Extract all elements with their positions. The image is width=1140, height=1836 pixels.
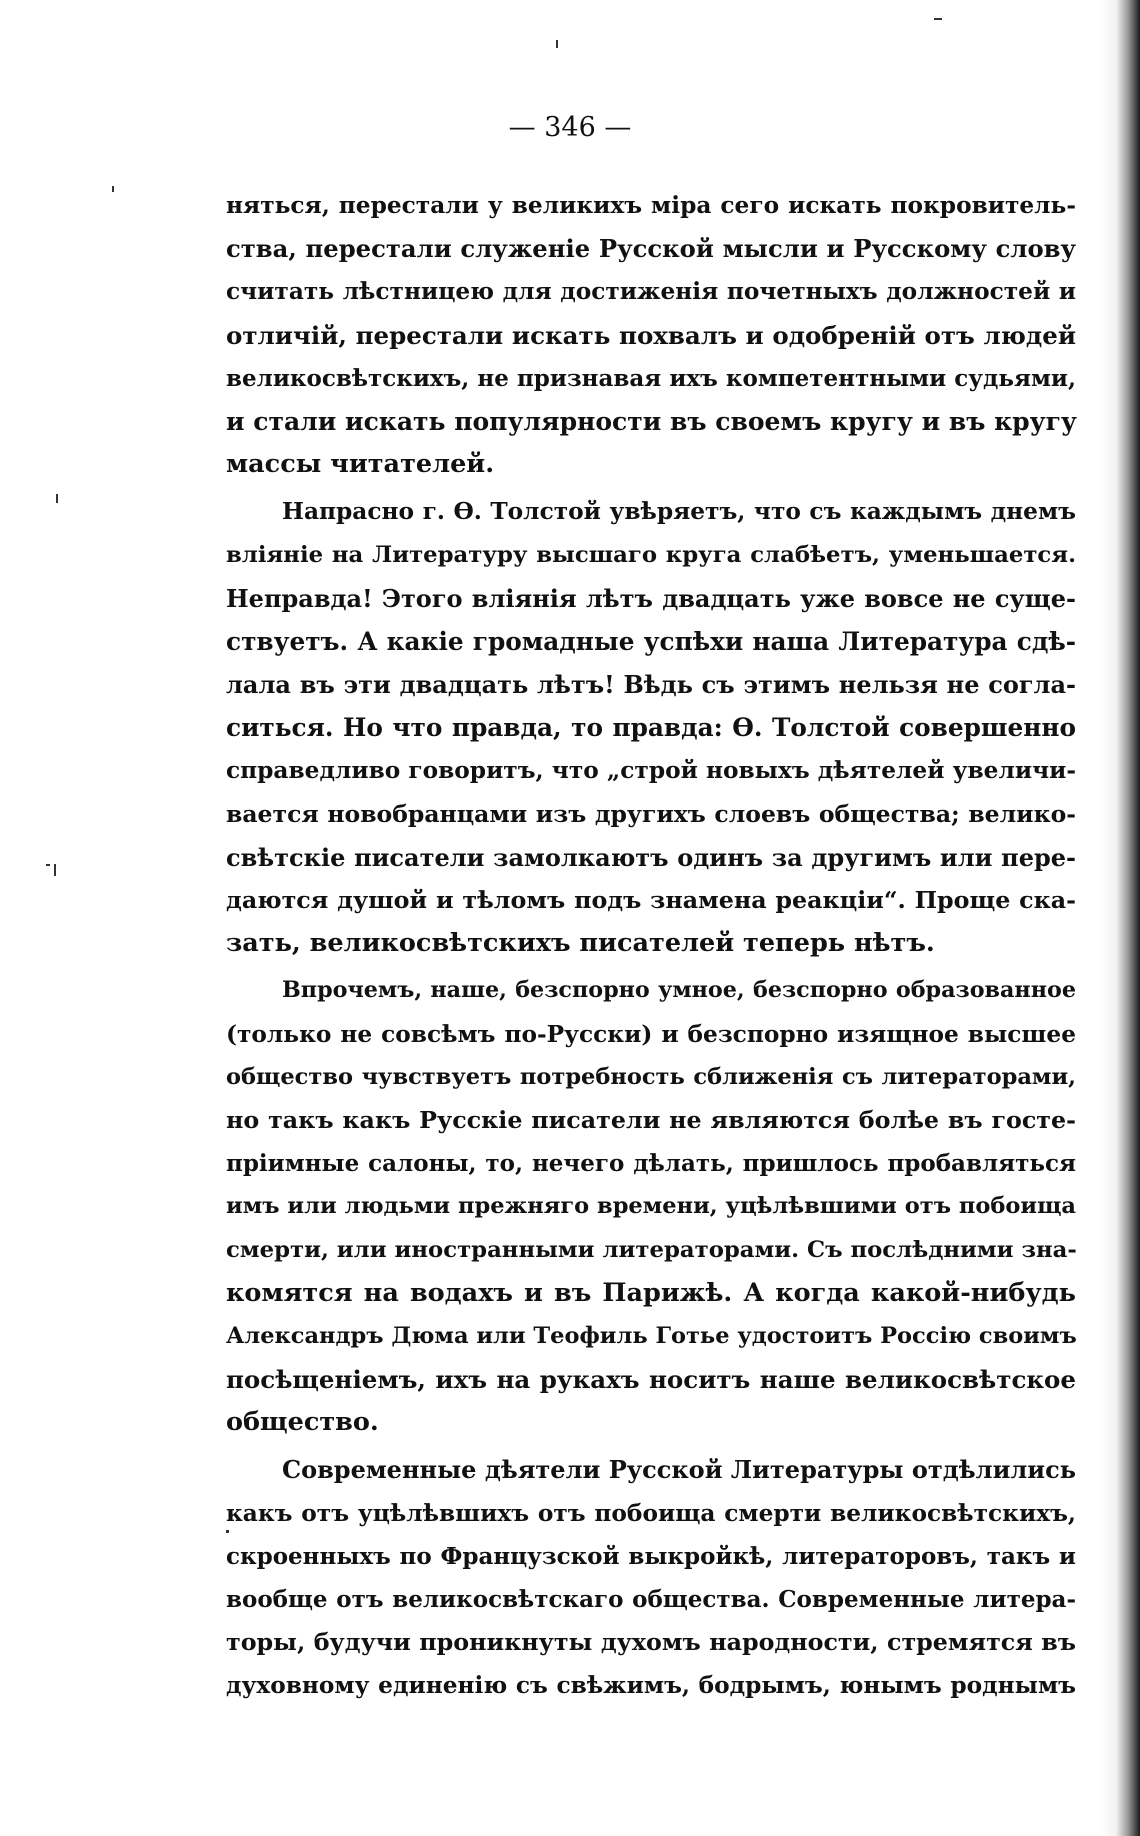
text-line: комятся на водахъ и въ Парижѣ. А когда какой-нибудь xyxy=(226,1277,1076,1308)
text-line: имъ или людьми прежняго времени, уцѣлѣвшими отъ побоища xyxy=(226,1193,1076,1220)
text-line: свѣтскіе писатели замолкаютъ одинъ за другимъ или пере- xyxy=(226,842,1076,872)
scan-speck xyxy=(56,494,58,503)
text-line: вается новобранцами изъ другихъ слоевъ общества; велико- xyxy=(226,799,1076,828)
paragraph-1 xyxy=(226,184,1076,486)
text-line: даются душой и тѣломъ подъ знамена реакціи“. Проще ска- xyxy=(226,886,1076,914)
paragraph-3 xyxy=(226,969,1076,1444)
text-line: и стали искать популярности въ своемъ кругу и въ кругу xyxy=(226,406,1077,436)
page-number: — 346 — xyxy=(508,112,632,143)
scan-speck xyxy=(112,186,114,192)
text-line: какъ отъ уцѣлѣвшихъ отъ побоища смерти великосвѣтскихъ, xyxy=(226,1499,1076,1527)
scan-speck xyxy=(226,1530,229,1533)
text-line: ситься. Но что правда, то правда: Ѳ. Толстой совершенно xyxy=(226,713,1076,743)
scan-speck xyxy=(934,18,942,20)
body-text xyxy=(226,184,1076,1712)
text-line: ствуетъ. А какіе громадные успѣхи наша Литература сдѣ- xyxy=(226,626,1076,656)
text-line: великосвѣтскихъ, не признавая ихъ компетентными судьями, xyxy=(226,364,1076,392)
text-line: Современные дѣятели Русской Литературы отдѣлились xyxy=(282,1455,1076,1485)
text-line: лала въ эти двадцать лѣтъ! Вѣдь съ этимъ нельзя не согла- xyxy=(226,670,1076,700)
text-line: но такъ какъ Русскіе писатели не являются болѣе въ госте- xyxy=(226,1105,1076,1134)
text-line: (только не совсѣмъ по-Русски) и безспорно изящное высшее xyxy=(226,1020,1076,1048)
text-line: общество чувствуетъ потребность сближенія съ литераторами, xyxy=(226,1063,1076,1090)
text-line: посѣщеніемъ, ихъ на рукахъ носитъ наше великосвѣтское xyxy=(226,1365,1076,1395)
text-line: отличій, перестали искать похвалъ и одобреній отъ людей xyxy=(226,320,1076,350)
scan-speck xyxy=(46,864,50,866)
text-line: Неправда! Этого вліянія лѣтъ двадцать уже вовсе не суще- xyxy=(226,583,1076,613)
text-line: Напрасно г. Ѳ. Толстой увѣряетъ, что съ каждымъ днемъ xyxy=(282,498,1076,526)
text-line: пріимные салоны, то, нечего дѣлать, пришлось пробавляться xyxy=(226,1150,1076,1178)
text-line: духовному единенію съ свѣжимъ, бодрымъ, юнымъ роднымъ xyxy=(226,1672,1076,1700)
scan-speck xyxy=(54,864,56,876)
text-line: няться, перестали у великихъ міра сего искать покровитель- xyxy=(226,192,1076,219)
paragraph-4 xyxy=(226,1448,1076,1707)
text-line: скроенныхъ по Французской выкройкѣ, литераторовъ, такъ и xyxy=(226,1542,1076,1570)
page-binding-shadow xyxy=(1100,0,1140,1836)
text-line: Александръ Дюма или Теофиль Готье удостоитъ Россію своимъ xyxy=(226,1322,1077,1349)
text-line: вообще отъ великосвѣтскаго общества. Современные литера- xyxy=(226,1586,1076,1613)
text-line: вліяніе на Литературу высшаго круга слабѣетъ, уменьшается. xyxy=(226,541,1076,568)
text-line: ства, перестали служеніе Русской мысли и Русскому слову xyxy=(226,234,1076,264)
text-line: массы читателей. xyxy=(226,449,495,480)
text-line: общество. xyxy=(226,1407,379,1438)
text-line: Впрочемъ, наше, безспорно умное, безспорно образованное xyxy=(282,977,1076,1004)
scan-speck xyxy=(556,40,558,48)
text-line: торы, будучи проникнуты духомъ народности, стремятся въ xyxy=(226,1628,1076,1657)
text-line: зать, великосвѣтскихъ писателей теперь нѣтъ. xyxy=(226,928,935,959)
paragraph-2 xyxy=(226,490,1076,965)
text-line: смерти, или иностранными литераторами. Съ послѣдними зна- xyxy=(226,1236,1077,1263)
text-line: справедливо говоритъ, что „строй новыхъ дѣятелей увеличи- xyxy=(226,757,1076,785)
text-line: считать лѣстницею для достиженія почетныхъ должностей и xyxy=(226,278,1076,306)
